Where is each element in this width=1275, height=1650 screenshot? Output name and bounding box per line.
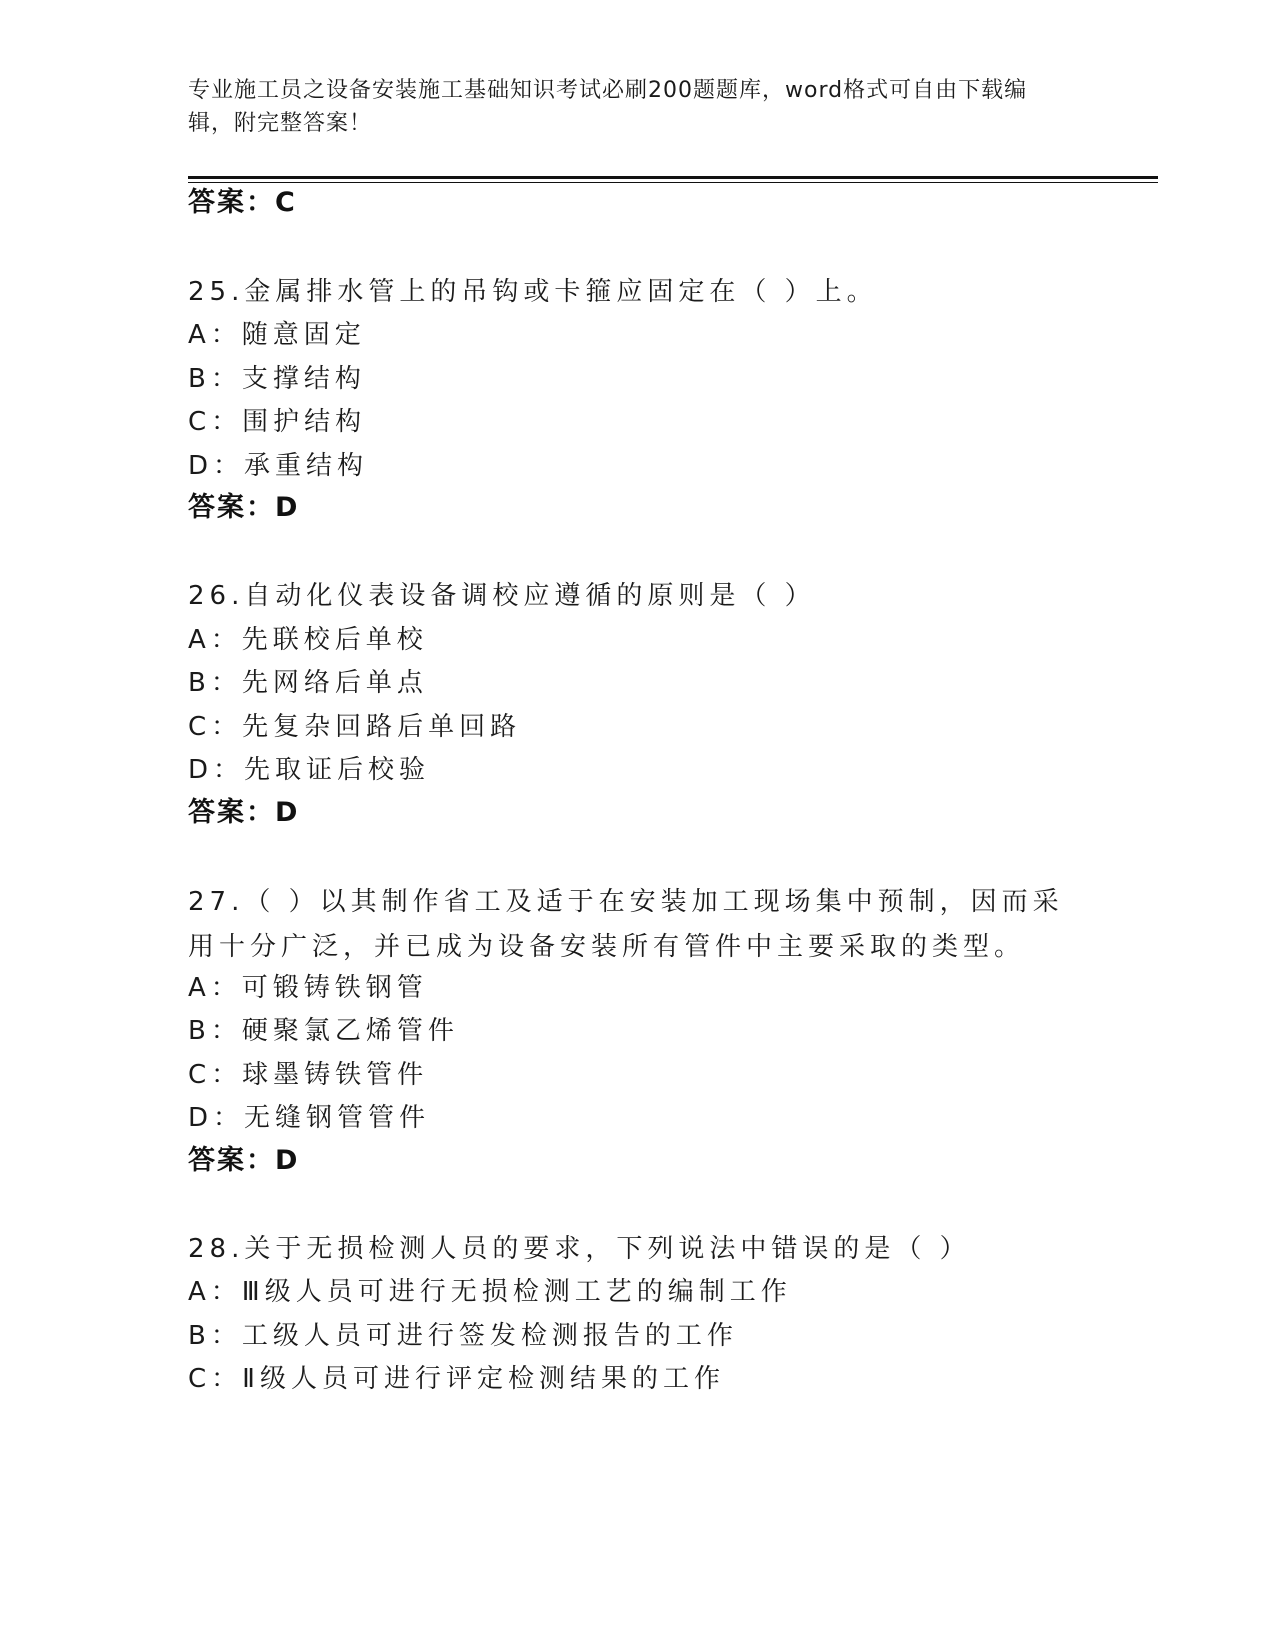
q28-option-a: A：Ⅲ级人员可进行无损检测工艺的编制工作 — [188, 1277, 792, 1307]
q26-question: 26.自动化仪表设备调校应遵循的原则是（ ） — [188, 581, 816, 611]
q26-option-b: B：先网络后单点 — [188, 668, 428, 698]
q27-option-c: C：球墨铸铁管件 — [188, 1060, 429, 1090]
q26-option-a: A：先联校后单校 — [188, 625, 428, 655]
q27-answer: 答案：D — [188, 1145, 300, 1176]
q25-option-b: B：支撑结构 — [188, 364, 366, 394]
q25-option-d: D：承重结构 — [188, 451, 369, 481]
q26-option-d: D：先取证后校验 — [188, 755, 431, 785]
header-divider-thick — [188, 176, 1158, 179]
q26-option-c: C：先复杂回路后单回路 — [188, 712, 522, 742]
q25-answer: 答案：D — [188, 492, 300, 523]
q26-answer: 答案：D — [188, 797, 300, 828]
q27-option-d: D：无缝钢管管件 — [188, 1103, 431, 1133]
document-header: 专业施工员之设备安装施工基础知识考试必刷200题题库，word格式可自由下载编辑，附完整答案！ — [188, 78, 1028, 136]
header-divider-thin — [188, 182, 1158, 183]
q27-option-b: B：硬聚氯乙烯管件 — [188, 1016, 459, 1046]
answer-prev: 答案：C — [188, 187, 297, 218]
q25-option-a: A：随意固定 — [188, 320, 366, 350]
q27-option-a: A：可锻铸铁钢管 — [188, 973, 428, 1003]
q25-question: 25.金属排水管上的吊钩或卡箍应固定在（ ）上。 — [188, 277, 878, 307]
q28-question: 28.关于无损检测人员的要求，下列说法中错误的是（ ） — [188, 1234, 971, 1264]
q25-option-c: C：围护结构 — [188, 407, 367, 437]
q28-option-c: C：Ⅱ级人员可进行评定检测结果的工作 — [188, 1364, 725, 1394]
q28-option-b: B：工级人员可进行签发检测报告的工作 — [188, 1321, 738, 1351]
q27-question: 27.（ ）以其制作省工及适于在安装加工现场集中预制，因而采用十分广泛，并已成为设备安装所有管件中主要采取的类型。 — [188, 887, 1064, 962]
